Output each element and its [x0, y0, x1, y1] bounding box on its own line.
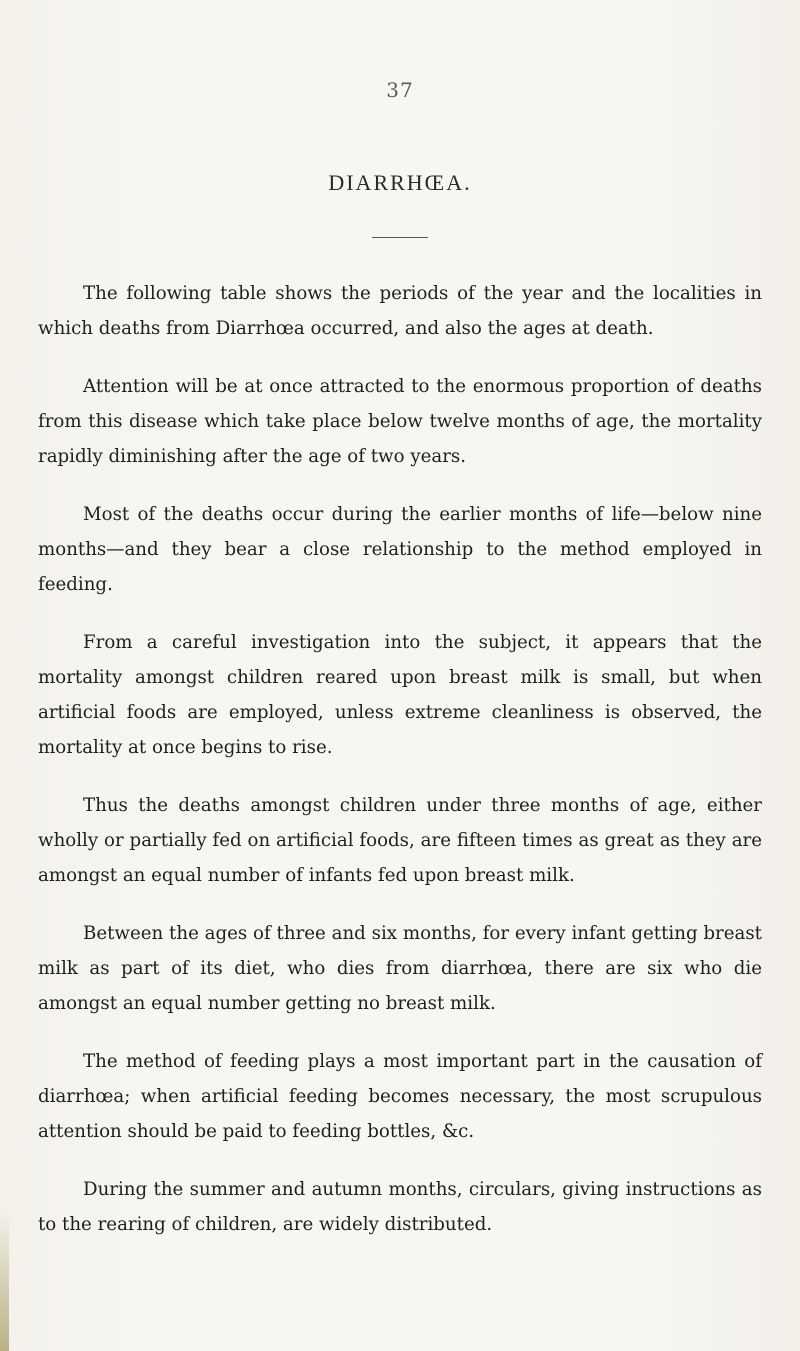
paragraph-6: Between the ages of three and six months, for every infant getting breast milk as part of its diet, who dies from diarrhœa, there are six who die amongst an equal number getting no breast milk.: [38, 923, 762, 1014]
body-text: [38, 276, 762, 1265]
paragraph-7: The method of feeding plays a most important part in the causation of diarrhœa; when artificial feeding becomes necessary, the most scrupulous attention should be paid to feeding bottles, &c.: [38, 1051, 762, 1142]
paragraph-8: During the summer and autumn months, circulars, giving instructions as to the rearing of children, are widely distributed.: [38, 1179, 762, 1235]
page-edge-shadow: [0, 1211, 9, 1351]
section-heading: DIARRHŒA.: [328, 170, 472, 195]
paragraph-2: Attention will be at once attracted to the enormous proportion of deaths from this disease which take place below twelve months of age, the mortality rapidly diminishing after the age of two years.: [38, 376, 762, 467]
paragraph-1: The following table shows the periods of the year and the localities in which deaths from Diarrhœa occurred, and also the ages at death.: [38, 283, 762, 339]
paragraph-3: Most of the deaths occur during the earlier months of life—below nine months—and they bear a close relationship to the method employed in feeding.: [38, 504, 762, 595]
heading-rule: [372, 237, 428, 238]
paragraph-4: From a careful investigation into the subject, it appears that the mortality amongst children reared upon breast milk is small, but when artificial foods are employed, unless extreme cleanliness is observed, the mortality at once begins to rise.: [38, 632, 762, 758]
paragraph-5: Thus the deaths amongst children under three months of age, either wholly or partially fed on artificial foods, are fifteen times as great as they are amongst an equal number of infants fed upon breast milk.: [38, 795, 762, 886]
page-number: 37: [386, 78, 414, 102]
